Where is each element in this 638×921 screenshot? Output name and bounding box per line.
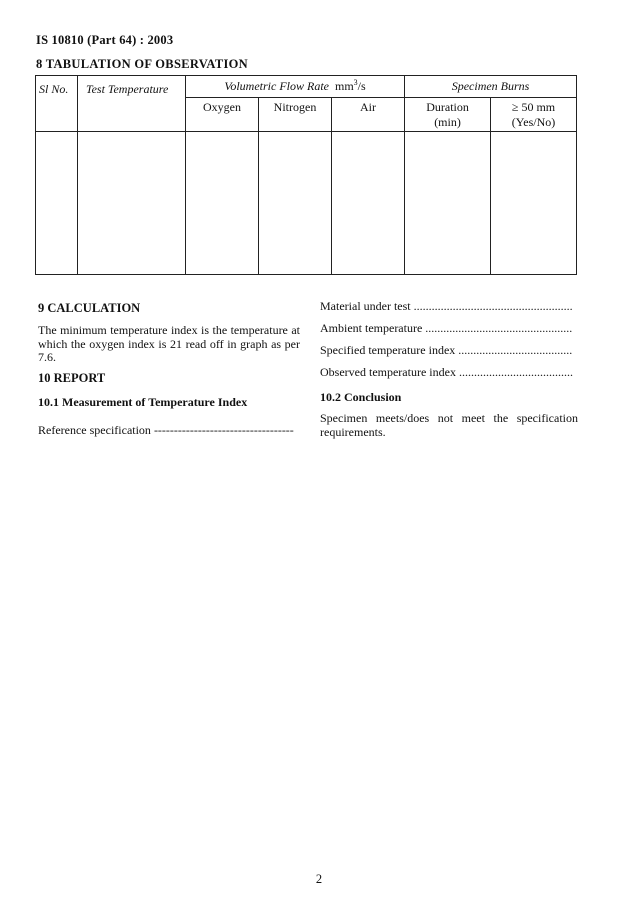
header-50mm — [491, 98, 577, 132]
header-duration — [405, 98, 491, 132]
specified-index-label: Specified temperature index — [320, 344, 456, 357]
header-oxygen: Oxygen — [186, 98, 259, 132]
cell-duration[interactable] — [405, 132, 491, 275]
flow-rate-unit-exponent: 3 — [353, 78, 358, 87]
header-sl-no: Sl No. — [36, 76, 78, 132]
header-volumetric-flow-rate — [186, 76, 405, 98]
header-test-temperature: Test Temperature — [78, 76, 186, 132]
section-9-title: 9 CALCULATION — [38, 301, 141, 315]
section-10-title: 10 REPORT — [38, 371, 106, 385]
section-10-1-title: 10.1 Measurement of Temperature Index — [38, 395, 248, 409]
yes-no-label: (Yes/No) — [511, 115, 556, 129]
section-8-title: 8 TABULATION OF OBSERVATION — [36, 57, 248, 71]
observed-index-blank[interactable]: ...................................... — [458, 366, 573, 379]
cell-air[interactable] — [332, 132, 405, 275]
material-field — [320, 300, 578, 314]
cell-50mm[interactable] — [491, 132, 577, 275]
header-specimen-burns: Specimen Burns — [405, 76, 577, 98]
section-9-body: The minimum temperature index is the temperature at which the oxygen index is 21 read off in graph as per 7.6. — [38, 323, 300, 364]
ambient-blank[interactable]: ................................................. — [425, 322, 573, 335]
section-10-2-title: 10.2 Conclusion — [320, 390, 402, 404]
flow-rate-unit-tail: /s — [357, 79, 366, 93]
ambient-field — [320, 322, 578, 336]
observed-index-label: Observed temperature index — [320, 366, 456, 379]
cell-sl-no[interactable] — [36, 132, 78, 275]
material-blank[interactable]: ..................................................... — [413, 300, 573, 313]
specified-index-field — [320, 344, 578, 358]
cell-test-temperature[interactable] — [78, 132, 186, 275]
reference-specification-blank[interactable]: ----------------------------------- — [153, 424, 294, 437]
document-header: IS 10810 (Part 64) : 2003 — [36, 33, 174, 47]
duration-unit: (min) — [434, 115, 461, 129]
observed-index-field — [320, 366, 578, 380]
cell-nitrogen[interactable] — [259, 132, 332, 275]
length-threshold-label: ≥ 50 mm — [511, 100, 556, 114]
cell-oxygen[interactable] — [186, 132, 259, 275]
reference-specification-label: Reference specification — [38, 424, 151, 437]
material-label: Material under test — [320, 300, 411, 313]
observation-table — [35, 75, 577, 275]
header-air: Air — [332, 98, 405, 132]
reference-specification-field — [38, 424, 300, 438]
flow-rate-label: Volumetric Flow Rate — [224, 79, 329, 93]
conclusion-text: Specimen meets/does not meet the specification requirements. — [320, 411, 578, 439]
ambient-label: Ambient temperature — [320, 322, 423, 335]
specified-index-blank[interactable]: ...................................... — [458, 344, 573, 357]
page-number: 2 — [315, 872, 323, 886]
duration-label: Duration — [426, 100, 469, 114]
header-nitrogen: Nitrogen — [259, 98, 332, 132]
flow-rate-unit: mm — [335, 79, 354, 93]
